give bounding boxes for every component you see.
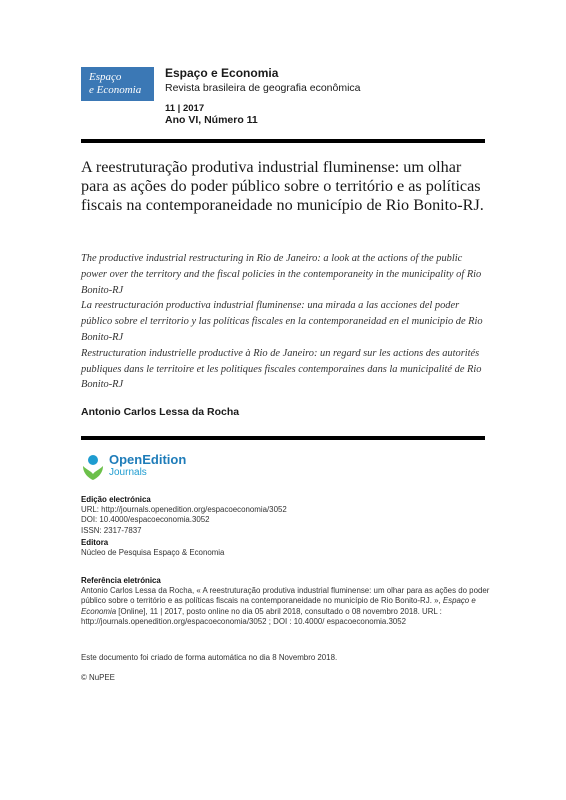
- journal-subtitle: Revista brasileira de geografia econômica: [165, 82, 361, 94]
- edition-doi[interactable]: DOI: 10.4000/espacoeconomia.3052: [81, 515, 210, 525]
- issue-number: 11 | 2017: [165, 103, 205, 114]
- reference-block: [81, 576, 491, 627]
- translation-english: The productive industrial restructuring in Rio de Janeiro: a look at the actions of the public power over the territory and the fiscal policies in the contemporaneity in the municipality of Rio Bonito-RJ: [81, 253, 482, 296]
- reference-part-1: Antonio Carlos Lessa da Rocha, « A reestruturação produtiva industrial fluminense: um olhar para as ações do poder público sobre o território e as políticas fiscais na contemporaneidade no município de Rio Bonito-RJ. »,: [81, 586, 490, 606]
- publisher-heading: Editora: [81, 538, 109, 547]
- publisher-name: Núcleo de Pesquisa Espaço & Economia: [81, 548, 225, 558]
- reference-journal: Espaço e Economia: [81, 596, 476, 616]
- bottom-divider: [81, 436, 485, 440]
- translation-french: Restructuration industrielle productive à Rio de Janeiro: un regard sur les actions des autorités publiques dans le territoire et les politiques fiscales contemporaines dans la municipalité de Rio Bonito-RJ: [81, 347, 482, 391]
- openedition-name: OpenEdition: [109, 452, 187, 467]
- logo-line-2: e Economia: [89, 84, 142, 96]
- logo-line-1: Espaço: [89, 71, 122, 83]
- openedition-icon: [81, 452, 105, 482]
- openedition-sub: Journals: [109, 467, 147, 478]
- top-divider: [81, 139, 485, 143]
- reference-heading: Referência eletrónica: [81, 576, 161, 585]
- article-author: Antonio Carlos Lessa da Rocha: [81, 406, 240, 418]
- edition-block: [81, 495, 491, 536]
- edition-url[interactable]: URL: http://journals.openedition.org/espacoeconomia/3052: [81, 505, 287, 515]
- reference-text: [81, 586, 491, 627]
- generation-note: Este documento foi criado de forma automática no dia 8 Novembro 2018.: [81, 653, 338, 662]
- openedition-logo: [109, 452, 186, 479]
- translation-spanish: La reestructuración productiva industrial fluminense: una mirada a las acciones del poder público sobre el territorio y las políticas fiscales en la contemporaneidad en el municipio de Rio Bonito-RJ: [81, 300, 483, 343]
- reference-part-2: [Online], 11 | 2017, posto online no dia 05 abril 2018, consultado o 08 novembro 2018. URL : http://journals.openedition.org/espacoeconomia/3052 ; DOI : 10.4000/ espacoeconomia.3052: [81, 606, 442, 626]
- publisher-block: [81, 538, 491, 558]
- article-title: A reestruturação produtiva industrial fluminense: um olhar para as ações do poder público sobre o território e as políticas fiscais na contemporaneidade no município de Rio Bonito-RJ.: [81, 158, 484, 214]
- edition-heading: Edição electrónica: [81, 495, 151, 504]
- edition-issn: ISSN: 2317-7837: [81, 525, 142, 535]
- journal-title: Espaço e Economia: [165, 66, 279, 80]
- copyright: © NuPEE: [81, 673, 115, 682]
- journal-logo: [81, 67, 154, 101]
- title-translations: [81, 251, 485, 393]
- volume-number: Ano VI, Número 11: [165, 114, 258, 126]
